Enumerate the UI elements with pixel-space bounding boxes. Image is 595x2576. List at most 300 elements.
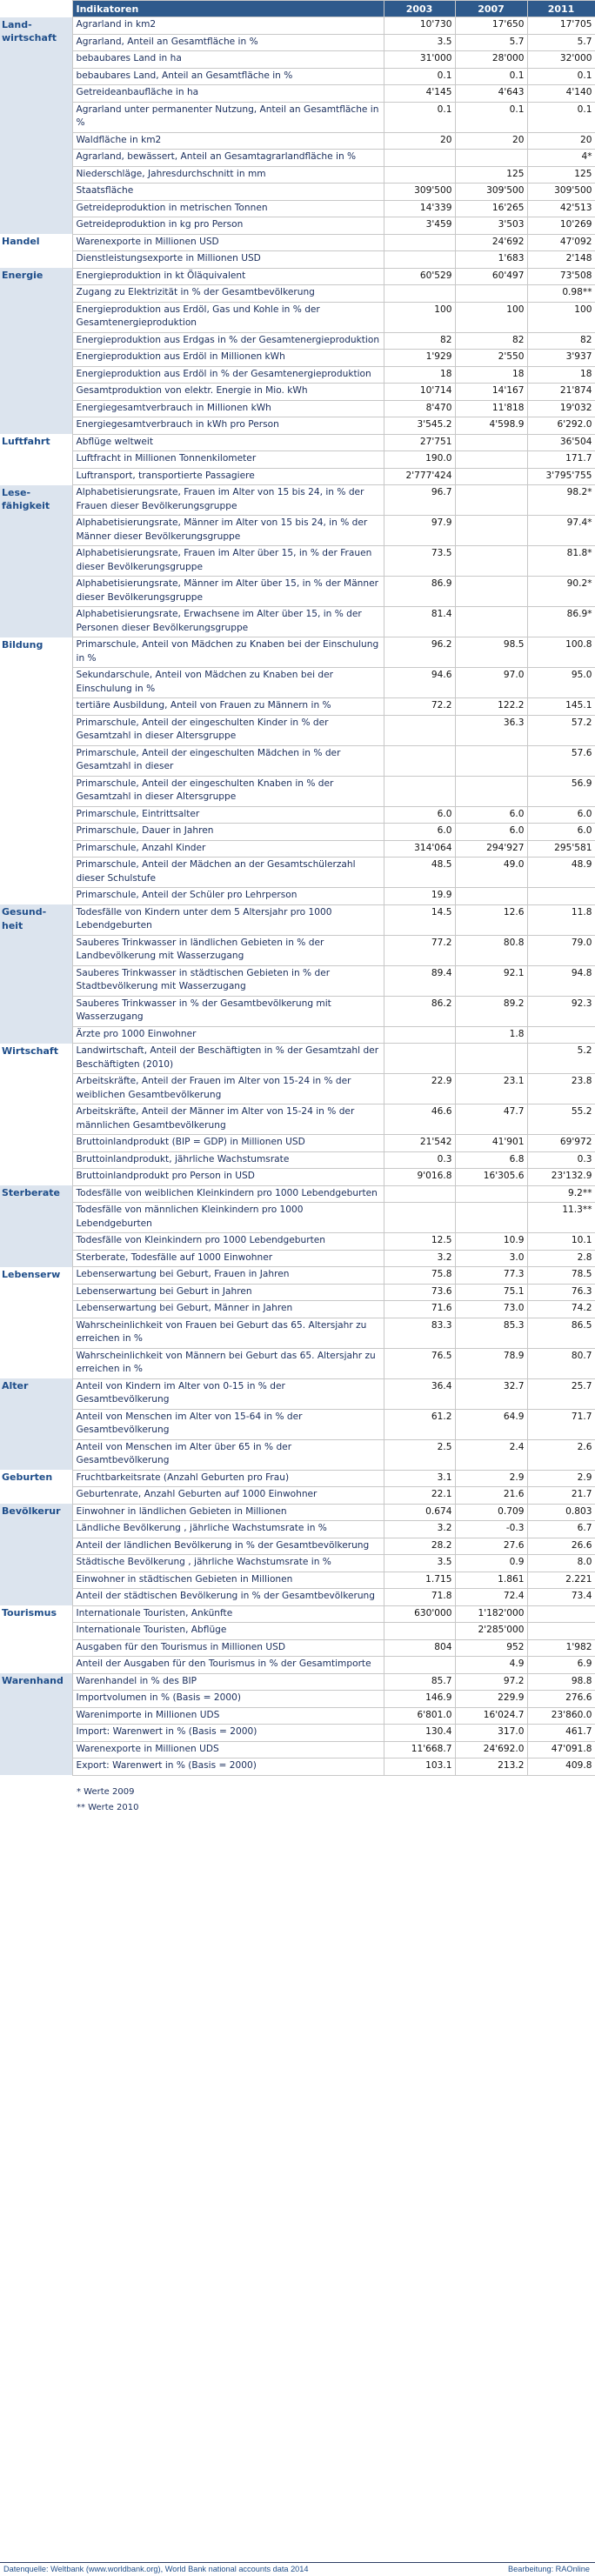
table-row bbox=[0, 51, 595, 69]
table-row bbox=[0, 776, 595, 806]
value-2007: 89.2 bbox=[455, 996, 527, 1026]
table-row bbox=[0, 1572, 595, 1589]
indicator-label: Niederschläge, Jahresdurchschnitt in mm bbox=[72, 166, 384, 184]
indicator-label: Todesfälle von weiblichen Kleinkindern pro 1000 Lebendgeburten bbox=[72, 1185, 384, 1203]
value-2011: 6.0 bbox=[527, 824, 595, 841]
indicator-label: Einwohner in ländlichen Gebieten in Millionen bbox=[72, 1504, 384, 1521]
indicator-label: Primarschule, Anzahl Kinder bbox=[72, 840, 384, 858]
table-row bbox=[0, 417, 595, 435]
indicator-label: Alphabetisierungsrate, Männer im Alter über 15, in % der Männer dieser Bevölkerungsgruppe bbox=[72, 577, 384, 607]
table-row bbox=[0, 150, 595, 167]
table-row bbox=[0, 1135, 595, 1152]
value-2003: 0.674 bbox=[384, 1504, 455, 1521]
value-2011: 47'092 bbox=[527, 234, 595, 251]
indicator-label: Todesfälle von männlichen Kleinkindern pro 1000 Lebendgeburten bbox=[72, 1203, 384, 1233]
value-2003 bbox=[384, 1026, 455, 1044]
indicator-label: Primarschule, Eintrittsalter bbox=[72, 806, 384, 824]
table-row bbox=[0, 166, 595, 184]
indicator-label: Getreideanbaufläche in ha bbox=[72, 85, 384, 103]
value-2007: 24'692.0 bbox=[455, 1741, 527, 1758]
category-label: Wirtschaft bbox=[0, 1044, 72, 1186]
table-row bbox=[0, 132, 595, 150]
value-2007 bbox=[455, 577, 527, 607]
table-row bbox=[0, 715, 595, 745]
indicator-label: Energiegesamtverbrauch in Millionen kWh bbox=[72, 400, 384, 417]
table-row bbox=[0, 1605, 595, 1623]
indicator-label: Sauberes Trinkwasser in ländlichen Gebieten in % der Landbevölkerung mit Wasserzugang bbox=[72, 935, 384, 965]
value-2011: 73.4 bbox=[527, 1589, 595, 1606]
indicator-label: Energieproduktion in kt Öläquivalent bbox=[72, 268, 384, 285]
table-row bbox=[0, 637, 595, 668]
value-2003: 3.1 bbox=[384, 1470, 455, 1487]
table-row bbox=[0, 1758, 595, 1776]
value-2007: 5.7 bbox=[455, 34, 527, 51]
value-2011: 10'269 bbox=[527, 217, 595, 235]
table-row bbox=[0, 824, 595, 841]
table-row bbox=[0, 1504, 595, 1521]
value-2007: 0.1 bbox=[455, 102, 527, 132]
value-2003: 75.8 bbox=[384, 1267, 455, 1285]
value-2007: 18 bbox=[455, 366, 527, 384]
value-2007: 6.0 bbox=[455, 806, 527, 824]
value-2003: 0.1 bbox=[384, 102, 455, 132]
value-2011: 5.7 bbox=[527, 34, 595, 51]
indicator-label: Anteil der städtischen Bevölkerung in % der Gesamtbevölkerung bbox=[72, 1589, 384, 1606]
value-2011: 0.803 bbox=[527, 1504, 595, 1521]
indicator-label: Energieproduktion aus Erdöl, Gas und Kohle in % der Gesamtenergieproduktion bbox=[72, 302, 384, 332]
value-2007: 32.7 bbox=[455, 1378, 527, 1409]
value-2007: 41'901 bbox=[455, 1135, 527, 1152]
value-2003: 0.3 bbox=[384, 1151, 455, 1169]
table-row bbox=[0, 34, 595, 51]
value-2003: 71.6 bbox=[384, 1301, 455, 1318]
indicator-label: Luftfracht in Millionen Tonnenkilometer bbox=[72, 451, 384, 469]
indicator-label: Staatsfläche bbox=[72, 184, 384, 201]
table-row bbox=[0, 1673, 595, 1691]
indicator-label: Energieproduktion aus Erdgas in % der Gesamtenergieproduktion bbox=[72, 332, 384, 350]
value-2007 bbox=[455, 888, 527, 905]
indicator-label: Lebenserwartung bei Geburt in Jahren bbox=[72, 1284, 384, 1301]
table-row bbox=[0, 904, 595, 935]
value-2003: 3'545.2 bbox=[384, 417, 455, 435]
table-row bbox=[0, 516, 595, 546]
indicator-label: Internationale Touristen, Ankünfte bbox=[72, 1605, 384, 1623]
table-row bbox=[0, 1203, 595, 1233]
value-2003: 6.0 bbox=[384, 806, 455, 824]
table-row bbox=[0, 1104, 595, 1135]
indicator-label: Alphabetisierungsrate, Frauen im Alter über 15, in % der Frauen dieser Bevölkerungsgruppe bbox=[72, 546, 384, 577]
indicator-label: Luftransport, transportierte Passagiere bbox=[72, 468, 384, 485]
value-2003: 2.5 bbox=[384, 1439, 455, 1470]
credit: Bearbeitung: RAOnline bbox=[508, 2565, 590, 2573]
value-2003: 146.9 bbox=[384, 1691, 455, 1708]
table-row bbox=[0, 85, 595, 103]
table-row bbox=[0, 888, 595, 905]
value-2011: 81.8* bbox=[527, 546, 595, 577]
header-year-2007: 2007 bbox=[455, 1, 527, 17]
value-2007: 97.0 bbox=[455, 668, 527, 698]
table-row bbox=[0, 698, 595, 716]
table-row bbox=[0, 451, 595, 469]
category-label: Energie bbox=[0, 268, 72, 434]
table-row bbox=[0, 17, 595, 35]
value-2003 bbox=[384, 776, 455, 806]
value-2003: 96.2 bbox=[384, 637, 455, 668]
value-2003: 11'668.7 bbox=[384, 1741, 455, 1758]
table-row bbox=[0, 1378, 595, 1409]
value-2011: 4'140 bbox=[527, 85, 595, 103]
table-row bbox=[0, 1487, 595, 1505]
value-2003: 89.4 bbox=[384, 965, 455, 996]
table-row bbox=[0, 1318, 595, 1348]
value-2003: 3.5 bbox=[384, 1555, 455, 1572]
value-2011: 3'937 bbox=[527, 350, 595, 367]
value-2011: 19'032 bbox=[527, 400, 595, 417]
value-2003: 9'016.8 bbox=[384, 1169, 455, 1186]
value-2011: 9.2** bbox=[527, 1185, 595, 1203]
value-2007: 952 bbox=[455, 1639, 527, 1657]
table-row bbox=[0, 350, 595, 367]
table-row bbox=[0, 1470, 595, 1487]
value-2003: 28.2 bbox=[384, 1538, 455, 1555]
value-2007: 73.0 bbox=[455, 1301, 527, 1318]
value-2007: 16'305.6 bbox=[455, 1169, 527, 1186]
value-2003: 2'777'424 bbox=[384, 468, 455, 485]
value-2007: 17'650 bbox=[455, 17, 527, 35]
indicator-label: Getreideproduktion in kg pro Person bbox=[72, 217, 384, 235]
indicator-label: Agrarland unter permanenter Nutzung, Anteil an Gesamtfläche in % bbox=[72, 102, 384, 132]
value-2011: 2.6 bbox=[527, 1439, 595, 1470]
table-row bbox=[0, 1348, 595, 1378]
indicator-label: Export: Warenwert in % (Basis = 2000) bbox=[72, 1758, 384, 1776]
value-2007 bbox=[455, 1203, 527, 1233]
table-row bbox=[0, 485, 595, 516]
table-row bbox=[0, 1169, 595, 1186]
table-row bbox=[0, 1589, 595, 1606]
indicator-label: Warenhandel in % des BIP bbox=[72, 1673, 384, 1691]
indicator-label: Alphabetisierungsrate, Männer im Alter von 15 bis 24, in % der Männer dieser Bevölkerungsgruppe bbox=[72, 516, 384, 546]
value-2007 bbox=[455, 745, 527, 776]
category-label: Land- wirtschaft bbox=[0, 17, 72, 235]
value-2003: 190.0 bbox=[384, 451, 455, 469]
header-indicator: Indikatoren bbox=[72, 1, 384, 17]
value-2011: 23'860.0 bbox=[527, 1707, 595, 1725]
value-2011 bbox=[527, 1623, 595, 1640]
value-2011: 17'705 bbox=[527, 17, 595, 35]
table-row bbox=[0, 1233, 595, 1251]
indicator-label: Agrarland, bewässert, Anteil an Gesamtagrarlandfläche in % bbox=[72, 150, 384, 167]
category-label: Bildung bbox=[0, 637, 72, 905]
table-row bbox=[0, 996, 595, 1026]
value-2003 bbox=[384, 1185, 455, 1203]
value-2003: 19.9 bbox=[384, 888, 455, 905]
value-2003: 10'730 bbox=[384, 17, 455, 35]
value-2003: 61.2 bbox=[384, 1409, 455, 1439]
table-row bbox=[0, 745, 595, 776]
indicator-label: Wahrscheinlichkeit von Männern bei Geburt das 65. Altersjahr zu erreichen in % bbox=[72, 1348, 384, 1378]
indicator-label: Warenexporte in Millionen USD bbox=[72, 234, 384, 251]
value-2011: 26.6 bbox=[527, 1538, 595, 1555]
table-row bbox=[0, 577, 595, 607]
data-source: Datenquelle: Weltbank (www.worldbank.org), World Bank national accounts data 2014 bbox=[3, 2565, 309, 2573]
table-row bbox=[0, 858, 595, 888]
table-row bbox=[0, 1707, 595, 1725]
value-2003 bbox=[384, 1657, 455, 1674]
value-2003: 14.5 bbox=[384, 904, 455, 935]
category-label: Warenhand bbox=[0, 1673, 72, 1775]
value-2011: 276.6 bbox=[527, 1691, 595, 1708]
value-2003: 27'751 bbox=[384, 434, 455, 451]
indicator-label: Sekundarschule, Anteil von Mädchen zu Knaben bei der Einschulung in % bbox=[72, 668, 384, 698]
value-2011: 21.7 bbox=[527, 1487, 595, 1505]
value-2011: 2'148 bbox=[527, 251, 595, 269]
value-2003: 48.5 bbox=[384, 858, 455, 888]
value-2007: 294'927 bbox=[455, 840, 527, 858]
value-2011: 0.98** bbox=[527, 285, 595, 303]
indicator-label: Energiegesamtverbrauch in kWh pro Person bbox=[72, 417, 384, 435]
footnote-2010: ** Werte 2010 bbox=[77, 1802, 139, 1812]
value-2007: 92.1 bbox=[455, 965, 527, 996]
indicator-label: Städtische Bevölkerung , jährliche Wachstumsrate in % bbox=[72, 1555, 384, 1572]
table-row bbox=[0, 546, 595, 577]
indicator-label: Zugang zu Elektrizität in % der Gesamtbevölkerung bbox=[72, 285, 384, 303]
value-2011: 6.0 bbox=[527, 806, 595, 824]
value-2003 bbox=[384, 150, 455, 167]
indicator-label: Primarschule, Anteil von Mädchen zu Knaben bei der Einschulung in % bbox=[72, 637, 384, 668]
value-2007: 100 bbox=[455, 302, 527, 332]
value-2011: 3'795'755 bbox=[527, 468, 595, 485]
table-row bbox=[0, 102, 595, 132]
value-2011 bbox=[527, 888, 595, 905]
table-row bbox=[0, 1026, 595, 1044]
value-2011: 78.5 bbox=[527, 1267, 595, 1285]
indicator-label: Arbeitskräfte, Anteil der Männer im Alter von 15-24 in % der männlichen Gesamtbevölkerung bbox=[72, 1104, 384, 1135]
value-2003: 1.715 bbox=[384, 1572, 455, 1589]
value-2007: 60'497 bbox=[455, 268, 527, 285]
indicator-label: Getreideproduktion in metrischen Tonnen bbox=[72, 200, 384, 217]
value-2007 bbox=[455, 285, 527, 303]
value-2007: 23.1 bbox=[455, 1074, 527, 1104]
value-2003: 3.2 bbox=[384, 1521, 455, 1538]
value-2007: 77.3 bbox=[455, 1267, 527, 1285]
value-2007 bbox=[455, 1185, 527, 1203]
value-2007: 98.5 bbox=[455, 637, 527, 668]
value-2003: 6.0 bbox=[384, 824, 455, 841]
table-row bbox=[0, 965, 595, 996]
table-row bbox=[0, 1284, 595, 1301]
value-2007 bbox=[455, 607, 527, 637]
value-2007: 4.9 bbox=[455, 1657, 527, 1674]
value-2007: 12.6 bbox=[455, 904, 527, 935]
value-2007: 4'643 bbox=[455, 85, 527, 103]
table-row bbox=[0, 840, 595, 858]
header-year-2003: 2003 bbox=[384, 1, 455, 17]
value-2011: 92.3 bbox=[527, 996, 595, 1026]
indicator-label: Lebenserwartung bei Geburt, Frauen in Jahren bbox=[72, 1267, 384, 1285]
category-label: Geburten bbox=[0, 1470, 72, 1504]
value-2007: 3.0 bbox=[455, 1250, 527, 1267]
table-row bbox=[0, 384, 595, 401]
value-2007: 6.0 bbox=[455, 824, 527, 841]
indicator-label: Ländliche Bevölkerung , jährliche Wachstumsrate in % bbox=[72, 1521, 384, 1538]
value-2003: 71.8 bbox=[384, 1589, 455, 1606]
value-2007: 75.1 bbox=[455, 1284, 527, 1301]
indicator-label: Primarschule, Anteil der Schüler pro Lehrperson bbox=[72, 888, 384, 905]
value-2003: 97.9 bbox=[384, 516, 455, 546]
value-2003: 12.5 bbox=[384, 1233, 455, 1251]
table-row bbox=[0, 1074, 595, 1104]
value-2011: 2.8 bbox=[527, 1250, 595, 1267]
value-2003: 8'470 bbox=[384, 400, 455, 417]
table-row bbox=[0, 1267, 595, 1285]
table-row bbox=[0, 1301, 595, 1318]
table-row bbox=[0, 332, 595, 350]
value-2003 bbox=[384, 234, 455, 251]
value-2003: 1'929 bbox=[384, 350, 455, 367]
value-2003: 20 bbox=[384, 132, 455, 150]
value-2003 bbox=[384, 166, 455, 184]
table-row bbox=[0, 1691, 595, 1708]
value-2011: 5.2 bbox=[527, 1044, 595, 1074]
value-2011: 10.1 bbox=[527, 1233, 595, 1251]
value-2011: 42'513 bbox=[527, 200, 595, 217]
value-2011: 0.1 bbox=[527, 68, 595, 85]
value-2003: 130.4 bbox=[384, 1725, 455, 1742]
value-2007: 6.8 bbox=[455, 1151, 527, 1169]
indicator-label: Anteil von Menschen im Alter von 15-64 in % der Gesamtbevölkerung bbox=[72, 1409, 384, 1439]
value-2011: 80.7 bbox=[527, 1348, 595, 1378]
value-2003: 76.5 bbox=[384, 1348, 455, 1378]
indicator-label: Ausgaben für den Tourismus in Millionen USD bbox=[72, 1639, 384, 1657]
indicator-label: Warenexporte in Millionen UDS bbox=[72, 1741, 384, 1758]
value-2003: 82 bbox=[384, 332, 455, 350]
value-2011: 21'874 bbox=[527, 384, 595, 401]
table-row bbox=[0, 806, 595, 824]
value-2003: 94.6 bbox=[384, 668, 455, 698]
footnotes bbox=[0, 1785, 595, 1816]
value-2011: 2.9 bbox=[527, 1470, 595, 1487]
value-2011: 1'982 bbox=[527, 1639, 595, 1657]
value-2007: 16'265 bbox=[455, 200, 527, 217]
value-2007: 213.2 bbox=[455, 1758, 527, 1776]
table-row bbox=[0, 400, 595, 417]
value-2011: 25.7 bbox=[527, 1378, 595, 1409]
indicator-label: Agrarland, Anteil an Gesamtfläche in % bbox=[72, 34, 384, 51]
indicator-label: Ärzte pro 1000 Einwohner bbox=[72, 1026, 384, 1044]
indicator-label: tertiäre Ausbildung, Anteil von Frauen zu Männern in % bbox=[72, 698, 384, 716]
value-2007 bbox=[455, 468, 527, 485]
table-row bbox=[0, 1725, 595, 1742]
category-label: Bevölkerur bbox=[0, 1504, 72, 1605]
table-row bbox=[0, 217, 595, 235]
value-2003: 22.9 bbox=[384, 1074, 455, 1104]
table-row bbox=[0, 251, 595, 269]
value-2011: 409.8 bbox=[527, 1758, 595, 1776]
indicator-label: Sauberes Trinkwasser in % der Gesamtbevölkerung mit Wasserzugang bbox=[72, 996, 384, 1026]
value-2007: 2.4 bbox=[455, 1439, 527, 1470]
value-2011: 48.9 bbox=[527, 858, 595, 888]
value-2007: 309'500 bbox=[455, 184, 527, 201]
indicator-label: Primarschule, Anteil der eingeschulten Mädchen in % der Gesamtzahl in dieser bbox=[72, 745, 384, 776]
source-footer bbox=[0, 2562, 595, 2573]
category-label: Luftfahrt bbox=[0, 434, 72, 485]
table-row bbox=[0, 1151, 595, 1169]
indicator-label: Anteil der ländlichen Bevölkerung in % der Gesamtbevölkerung bbox=[72, 1538, 384, 1555]
indicator-label: Primarschule, Anteil der eingeschulten Knaben in % der Gesamtzahl in dieser Altersgruppe bbox=[72, 776, 384, 806]
table-body bbox=[0, 17, 595, 1776]
value-2007: 122.2 bbox=[455, 698, 527, 716]
value-2007: 97.2 bbox=[455, 1673, 527, 1691]
category-label: Handel bbox=[0, 234, 72, 268]
value-2007 bbox=[455, 516, 527, 546]
value-2011: 6'292.0 bbox=[527, 417, 595, 435]
value-2003: 804 bbox=[384, 1639, 455, 1657]
value-2007: 47.7 bbox=[455, 1104, 527, 1135]
value-2007: 20 bbox=[455, 132, 527, 150]
value-2007: 0.9 bbox=[455, 1555, 527, 1572]
value-2003: 77.2 bbox=[384, 935, 455, 965]
value-2007 bbox=[455, 434, 527, 451]
value-2003: 21'542 bbox=[384, 1135, 455, 1152]
table-row bbox=[0, 1555, 595, 1572]
indicator-label: Arbeitskräfte, Anteil der Frauen im Alter von 15-24 in % der weiblichen Gesamtbevölkerung bbox=[72, 1074, 384, 1104]
value-2003: 4'145 bbox=[384, 85, 455, 103]
value-2007: 16'024.7 bbox=[455, 1707, 527, 1725]
value-2007 bbox=[455, 451, 527, 469]
indicator-label: Internationale Touristen, Abflüge bbox=[72, 1623, 384, 1640]
value-2011: 56.9 bbox=[527, 776, 595, 806]
value-2003: 22.1 bbox=[384, 1487, 455, 1505]
value-2007 bbox=[455, 150, 527, 167]
value-2011 bbox=[527, 1026, 595, 1044]
value-2011: 79.0 bbox=[527, 935, 595, 965]
value-2007 bbox=[455, 485, 527, 516]
value-2007 bbox=[455, 546, 527, 577]
indicator-label: Landwirtschaft, Anteil der Beschäftigten in % der Gesamtzahl der Beschäftigten (2010) bbox=[72, 1044, 384, 1074]
indicator-label: Geburtenrate, Anzahl Geburten auf 1000 Einwohner bbox=[72, 1487, 384, 1505]
value-2011: 73'508 bbox=[527, 268, 595, 285]
value-2011: 18 bbox=[527, 366, 595, 384]
value-2007: -0.3 bbox=[455, 1521, 527, 1538]
value-2011: 461.7 bbox=[527, 1725, 595, 1742]
value-2003: 86.2 bbox=[384, 996, 455, 1026]
value-2007: 4'598.9 bbox=[455, 417, 527, 435]
value-2011: 6.9 bbox=[527, 1657, 595, 1674]
value-2007: 2'285'000 bbox=[455, 1623, 527, 1640]
value-2003 bbox=[384, 285, 455, 303]
value-2003: 73.6 bbox=[384, 1284, 455, 1301]
value-2011: 32'000 bbox=[527, 51, 595, 69]
value-2007: 49.0 bbox=[455, 858, 527, 888]
value-2003: 0.1 bbox=[384, 68, 455, 85]
value-2003: 3.2 bbox=[384, 1250, 455, 1267]
value-2003: 3'459 bbox=[384, 217, 455, 235]
value-2011: 100 bbox=[527, 302, 595, 332]
value-2007: 82 bbox=[455, 332, 527, 350]
table-row bbox=[0, 668, 595, 698]
value-2011: 8.0 bbox=[527, 1555, 595, 1572]
value-2003: 86.9 bbox=[384, 577, 455, 607]
indicator-label: Bruttoinlandprodukt (BIP = GDP) in Millionen USD bbox=[72, 1135, 384, 1152]
value-2007: 1.8 bbox=[455, 1026, 527, 1044]
value-2011: 76.3 bbox=[527, 1284, 595, 1301]
value-2011: 23'132.9 bbox=[527, 1169, 595, 1186]
table-row bbox=[0, 1521, 595, 1538]
table-row bbox=[0, 1439, 595, 1470]
value-2007 bbox=[455, 1044, 527, 1074]
value-2003: 309'500 bbox=[384, 184, 455, 201]
value-2003 bbox=[384, 1044, 455, 1074]
